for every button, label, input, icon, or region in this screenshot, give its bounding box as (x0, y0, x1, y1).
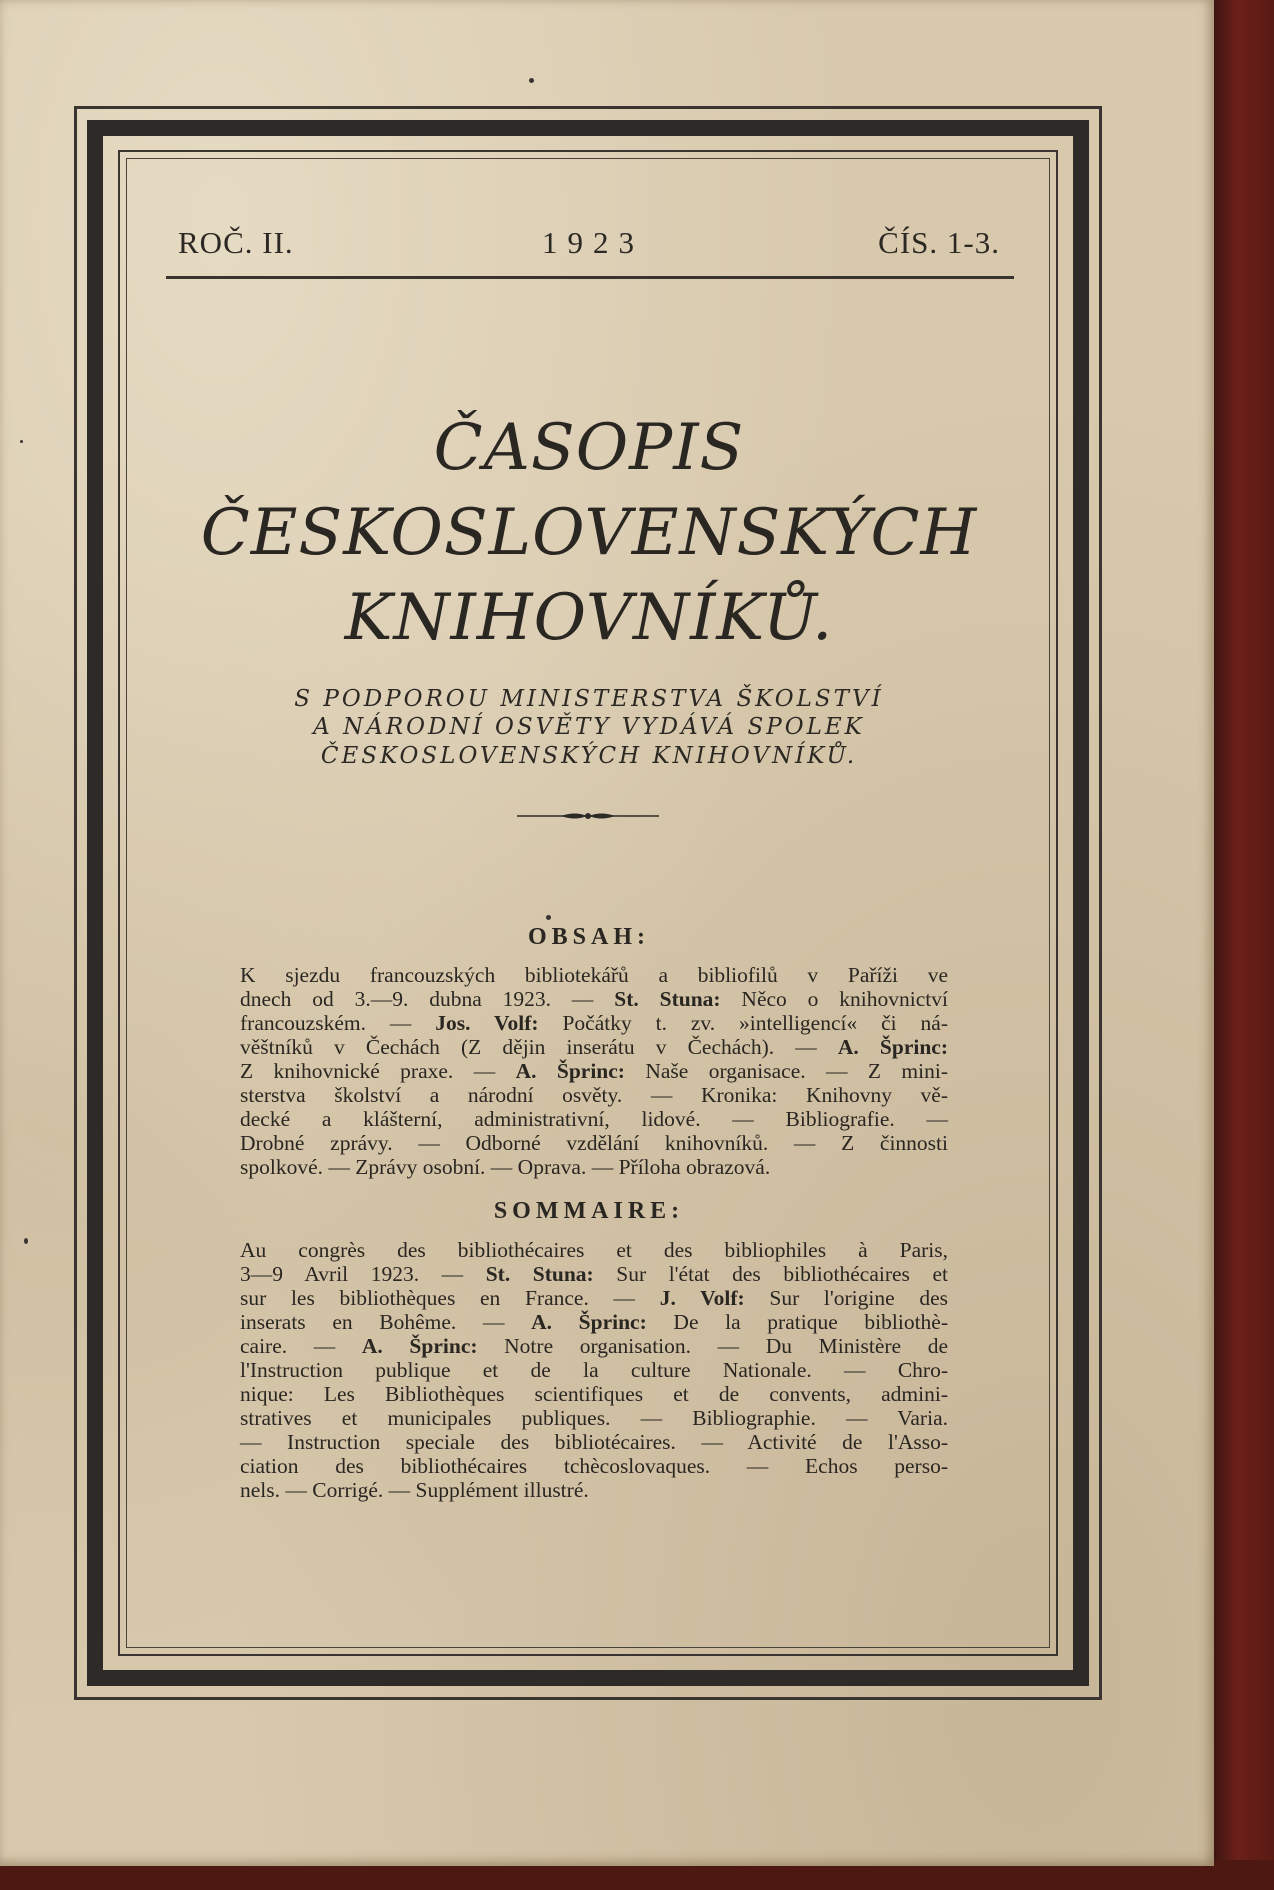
background-edge (1212, 0, 1274, 1890)
sommaire-text (240, 1238, 948, 1502)
text-run: spolkové. — Zprávy osobní. — Oprava. — Příloha obrazová. (240, 1155, 771, 1179)
subtitle-line-2: A NÁRODNÍ OSVĚTY VYDÁVÁ SPOLEK (313, 714, 865, 740)
text-run: De la pratique bibliothè- (646, 1310, 949, 1334)
text-run: Počátky t. zv. »intelligencí« či ná- (538, 1011, 948, 1035)
text-run: francouzském. — (240, 1011, 436, 1035)
text-run: — Instruction speciale des bibliotécaires. — Activité de l'Asso- (240, 1430, 948, 1454)
text-run: Sur l'état des bibliothécaires et (593, 1262, 948, 1286)
text-run: sur les bibliothèques en France. — (240, 1286, 660, 1310)
text-run: Naše organisace. — Z mini- (624, 1059, 948, 1083)
contents-heading: OBSAH: (527, 924, 650, 950)
text-run: Z knihovnické praxe. — (240, 1059, 516, 1083)
volume-label: ROČ. II. (178, 225, 294, 260)
issue-label: ČÍS. 1-3. (878, 225, 1000, 260)
text-run: Notre organisation. — Du Ministère de (477, 1334, 948, 1358)
year-label: 1923 (542, 225, 644, 260)
text-run: stratives et municipales publiques. — Bibliographie. — Varia. (240, 1406, 948, 1430)
obsah-line (240, 1011, 948, 1035)
author-name: A. Šprinc: (837, 1035, 948, 1059)
author-name: A. Šprinc: (515, 1059, 625, 1083)
title-line-3: KNIHOVNÍKŮ. (344, 581, 834, 655)
sommaire-line (240, 1430, 948, 1454)
subtitle-line-3: ČESKOSLOVENSKÝCH KNIHOVNÍKŮ. (320, 743, 858, 769)
text-run: Něco o knihovnictví (720, 987, 948, 1011)
issue-header (166, 225, 1016, 269)
paper-speck (529, 78, 534, 83)
text-run: dnech od 3.—9. dubna 1923. — (240, 987, 615, 1011)
obsah-line (240, 1059, 948, 1083)
sommaire-line (240, 1406, 948, 1430)
obsah-line (240, 1155, 948, 1179)
author-name: A. Šprinc: (361, 1334, 478, 1358)
contents-text (240, 963, 948, 1179)
obsah-line (240, 987, 948, 1011)
author-name: A. Šprinc: (531, 1310, 647, 1334)
text-run: nels. — Corrigé. — Supplément illustré. (240, 1478, 589, 1502)
obsah-line (240, 963, 948, 987)
author-name: St. Stuna: (614, 987, 721, 1011)
sommaire-line (240, 1334, 948, 1358)
title-line-1: ČASOPIS (433, 411, 745, 485)
sommaire-line (240, 1262, 948, 1286)
obsah-line (240, 1107, 948, 1131)
sommaire-line (240, 1358, 948, 1382)
header-rule (166, 276, 1014, 279)
obsah-line (240, 1035, 948, 1059)
text-run: ciation des bibliothécaires tchècoslovaques. — Echos perso- (240, 1454, 948, 1478)
sommaire-line (240, 1238, 948, 1262)
text-run: inserats en Bohême. — (240, 1310, 532, 1334)
paper-speck (24, 1238, 28, 1244)
text-run: K sjezdu francouzských bibliotekářů a bibliofilů v Paříži ve (240, 963, 948, 987)
sommaire-line (240, 1454, 948, 1478)
ornament-divider-icon (517, 808, 659, 824)
sommaire-line (240, 1286, 948, 1310)
sommaire-heading: SOMMAIRE: (493, 1198, 685, 1224)
text-run: caire. — (240, 1334, 362, 1358)
text-run: věštníků v Čechách (Z dějin inserátu v Čechách). — (240, 1035, 838, 1059)
text-run: decké a klášterní, administrativní, lidové. — Bibliografie. — (240, 1107, 948, 1131)
text-run: nique: Les Bibliothèques scientifiques et de convents, admini- (240, 1382, 948, 1406)
sommaire-line (240, 1478, 948, 1502)
text-run: Au congrès des bibliothécaires et des bibliophiles à Paris, (240, 1238, 948, 1262)
text-run: l'Instruction publique et de la culture Nationale. — Chro- (240, 1358, 948, 1382)
paper-speck (546, 915, 551, 920)
sommaire-line (240, 1310, 948, 1334)
author-name: J. Volf: (659, 1286, 745, 1310)
obsah-line (240, 1083, 948, 1107)
text-run: 3—9 Avril 1923. — (240, 1262, 486, 1286)
text-run: Drobné zprávy. — Odborné vzdělání knihovníků. — Z činnosti (240, 1131, 948, 1155)
author-name: Jos. Volf: (435, 1011, 539, 1035)
subtitle-line-1: S PODPOROU MINISTERSTVA ŠKOLSTVÍ (294, 686, 884, 712)
title-line-2: ČESKOSLOVENSKÝCH (200, 496, 978, 570)
obsah-line (240, 1131, 948, 1155)
text-run: Sur l'origine des (744, 1286, 949, 1310)
sommaire-line (240, 1382, 948, 1406)
author-name: St. Stuna: (485, 1262, 594, 1286)
paper-speck (20, 440, 23, 443)
text-run: sterstva školství a národní osvěty. — Kronika: Knihovny vě- (240, 1083, 948, 1107)
